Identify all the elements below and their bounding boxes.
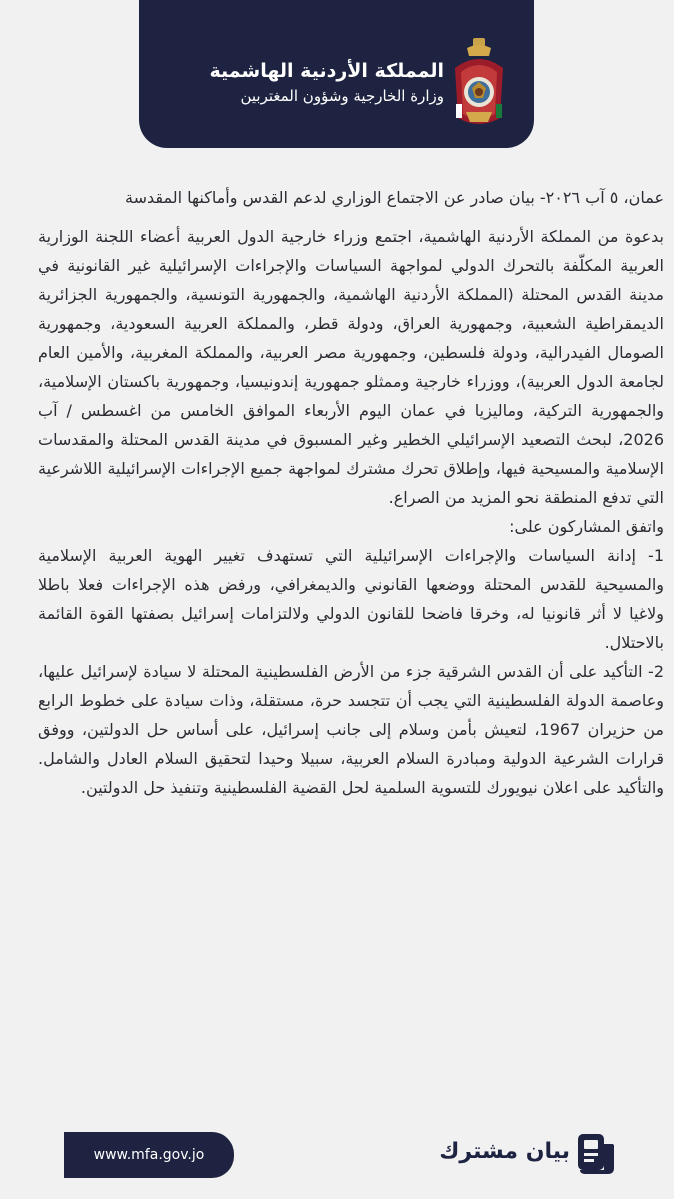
statement-paragraph: 1- إدانة السياسات والإجراءات الإسرائيلية التي تستهدف تغيير الهوية العربية الإسلامية والمسيحية للقدس المحتلة ووضعها القانوني والديمغرافي، ورفض هذه الإجراءات فعلا باطلا ولاغيا لا أثر قانونيا له، وخرقا فاضحا للقانون الدولي ولالتزامات إسرائيل بصفتها القوة القائمة بالاحتلال. [38,546,664,652]
ministry-subtitle: وزارة الخارجية وشؤون المغتربين [240,87,444,105]
document-icon [576,1130,616,1176]
joint-statement-label: بيان مشترك [439,1139,570,1164]
statement-body [38,183,664,802]
statement-paragraph: 2- التأكيد على أن القدس الشرقية جزء من الأرض الفلسطينية المحتلة لا سيادة لإسرائيل عليها، وعاصمة الدولة الفلسطينية التي يجب أن تتجسد حرة، مستقلة، وذات سيادة على خطوط الرابع من حزيران 1967، لتعيش بأمن وسلام إلى جانب إسرائيل، على أساس حل الدولتين، ووفق قرارات الشرعية الدولية ومبادرة السلام العربية، سبيلا وحيدا لتحقيق السلام العادل والشامل. والتأكيد على اعلان نيويورك للتسوية السلمية لحل القضية الفلسطينية وتنفيذ حل الدولتين. [38,662,665,797]
statement-paragraph: بدعوة من المملكة الأردنية الهاشمية، اجتمع وزراء خارجية الدول العربية أعضاء اللجنة الوزارية العربية المكلّفة بالتحرك الدولي لمواجهة السياسات والإجراءات الإسرائيلية غير القانونية في مدينة القدس المحتلة (المملكة الأردنية الهاشمية، والجمهورية التونسية، والجمهورية الجزائرية الديمقراطية الشعبية، وجمهورية العراق، ودولة قطر، والمملكة العربية السعودية، وجمهورية الصومال الفيدرالية، ودولة فلسطين، وجمهورية مصر العربية، والمملكة المغربية، والأمين العام لجامعة الدول العربية)، ووزراء خارجية وممثلو جمهورية إندونيسيا، وجمهورية باكستان الإسلامية، والجمهورية التركية، وماليزيا في عمان اليوم الأربعاء الموافق الخامس من اغسطس / آب 2026، لبحث التصعيد الإسرائيلي الخطير وغير المسبوق في مدينة القدس المحتلة والمقدسات الإسلامية والمسيحية فيها، وإطلاق تحرك مشترك لمواجهة جميع الإجراءات الإسرائيلية اللاشرعية التي تدفع المنطقة نحو المزيد من الصراع. [38,227,664,507]
website-url[interactable]: www.mfa.gov.jo [64,1132,234,1178]
header-titles [144,58,444,108]
statement-intro: عمان، ٥ آب ٢٠٢٦- بيان صادر عن الاجتماع الوزاري لدعم القدس وأماكنها المقدسة [125,188,664,207]
statement-paragraph: واتفق المشاركون على: [509,517,664,536]
jordan-coat-of-arms-icon [452,38,506,130]
header-banner [139,0,534,148]
kingdom-title: المملكة الأردنية الهاشمية [209,60,444,82]
